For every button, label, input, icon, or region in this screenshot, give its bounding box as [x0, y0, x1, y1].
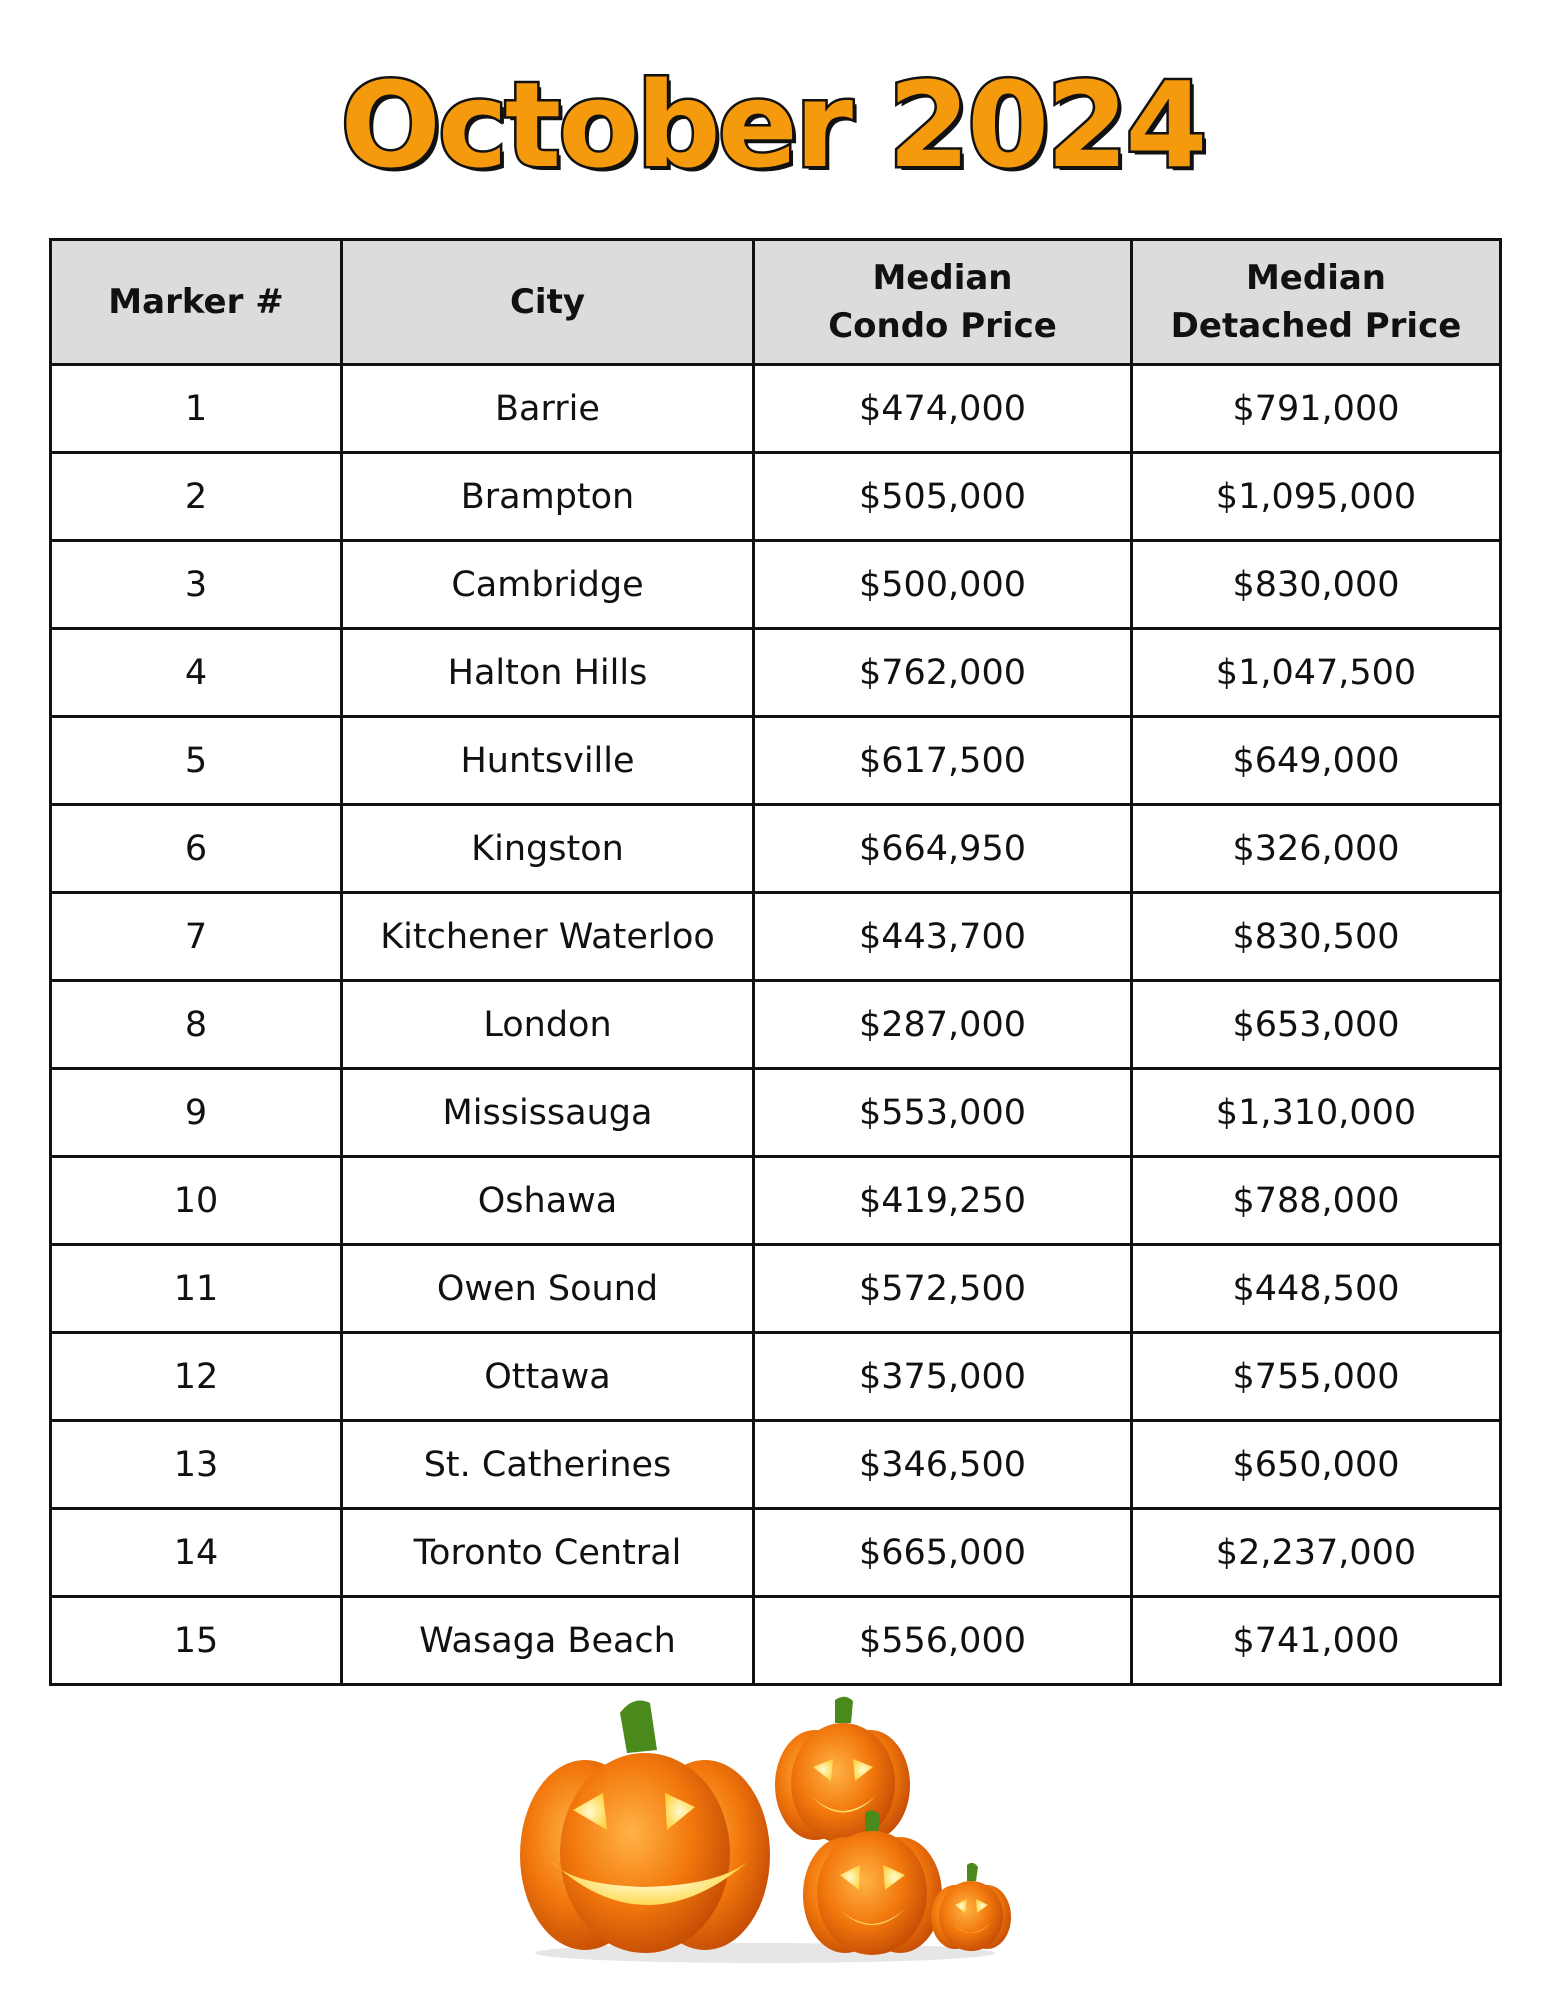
detached-price-cell: $791,000	[1132, 365, 1501, 453]
detached-price-cell: $653,000	[1132, 981, 1501, 1069]
table-row	[51, 1069, 1501, 1157]
header-city	[342, 240, 754, 365]
marker-cell: 14	[51, 1509, 342, 1597]
city-cell: Barrie	[342, 365, 754, 453]
table-row	[51, 893, 1501, 981]
marker-cell: 10	[51, 1157, 342, 1245]
table-row	[51, 1597, 1501, 1685]
detached-price-cell: $741,000	[1132, 1597, 1501, 1685]
marker-cell: 2	[51, 453, 342, 541]
header-condo-price	[754, 240, 1132, 365]
condo-price-cell: $419,250	[754, 1157, 1132, 1245]
header-condo-line2: Condo Price	[828, 306, 1057, 346]
marker-cell: 9	[51, 1069, 342, 1157]
city-cell: Huntsville	[342, 717, 754, 805]
header-detached-line1: Median	[1245, 258, 1387, 298]
detached-price-cell: $755,000	[1132, 1333, 1501, 1421]
detached-price-cell: $326,000	[1132, 805, 1501, 893]
jack-o-lantern-pumpkins-icon	[515, 1695, 1035, 1965]
city-cell: Brampton	[342, 453, 754, 541]
detached-price-cell: $830,000	[1132, 541, 1501, 629]
marker-cell: 3	[51, 541, 342, 629]
condo-price-cell: $287,000	[754, 981, 1132, 1069]
city-cell: London	[342, 981, 754, 1069]
page-title: October 2024	[340, 56, 1205, 194]
table-row	[51, 981, 1501, 1069]
table-row	[51, 629, 1501, 717]
table-row	[51, 805, 1501, 893]
table-row	[51, 453, 1501, 541]
detached-price-cell: $2,237,000	[1132, 1509, 1501, 1597]
condo-price-cell: $474,000	[754, 365, 1132, 453]
marker-cell: 6	[51, 805, 342, 893]
city-cell: St. Catherines	[342, 1421, 754, 1509]
marker-cell: 13	[51, 1421, 342, 1509]
price-table	[49, 238, 1502, 1686]
table-row	[51, 541, 1501, 629]
detached-price-cell: $788,000	[1132, 1157, 1501, 1245]
header-marker-label: Marker #	[108, 282, 284, 322]
condo-price-cell: $664,950	[754, 805, 1132, 893]
header-detached-price	[1132, 240, 1501, 365]
marker-cell: 5	[51, 717, 342, 805]
city-cell: Mississauga	[342, 1069, 754, 1157]
detached-price-cell: $649,000	[1132, 717, 1501, 805]
marker-cell: 15	[51, 1597, 342, 1685]
header-city-label: City	[509, 282, 586, 322]
table-row	[51, 365, 1501, 453]
city-cell: Halton Hills	[342, 629, 754, 717]
table-row	[51, 1421, 1501, 1509]
detached-price-cell: $650,000	[1132, 1421, 1501, 1509]
table-row	[51, 1157, 1501, 1245]
condo-price-cell: $762,000	[754, 629, 1132, 717]
city-cell: Kingston	[342, 805, 754, 893]
condo-price-cell: $553,000	[754, 1069, 1132, 1157]
condo-price-cell: $443,700	[754, 893, 1132, 981]
marker-cell: 8	[51, 981, 342, 1069]
marker-cell: 7	[51, 893, 342, 981]
city-cell: Ottawa	[342, 1333, 754, 1421]
condo-price-cell: $556,000	[754, 1597, 1132, 1685]
city-cell: Owen Sound	[342, 1245, 754, 1333]
condo-price-cell: $505,000	[754, 453, 1132, 541]
detached-price-cell: $1,047,500	[1132, 629, 1501, 717]
detached-price-cell: $830,500	[1132, 893, 1501, 981]
detached-price-cell: $448,500	[1132, 1245, 1501, 1333]
condo-price-cell: $617,500	[754, 717, 1132, 805]
city-cell: Cambridge	[342, 541, 754, 629]
city-cell: Oshawa	[342, 1157, 754, 1245]
detached-price-cell: $1,095,000	[1132, 453, 1501, 541]
city-cell: Wasaga Beach	[342, 1597, 754, 1685]
detached-price-cell: $1,310,000	[1132, 1069, 1501, 1157]
marker-cell: 4	[51, 629, 342, 717]
table-row	[51, 717, 1501, 805]
condo-price-cell: $375,000	[754, 1333, 1132, 1421]
header-detached-line2: Detached Price	[1170, 306, 1462, 346]
marker-cell: 11	[51, 1245, 342, 1333]
table-row	[51, 1509, 1501, 1597]
table-row	[51, 1245, 1501, 1333]
marker-cell: 12	[51, 1333, 342, 1421]
city-cell: Kitchener Waterloo	[342, 893, 754, 981]
table-header-row	[51, 240, 1501, 365]
condo-price-cell: $665,000	[754, 1509, 1132, 1597]
table-row	[51, 1333, 1501, 1421]
condo-price-cell: $346,500	[754, 1421, 1132, 1509]
city-cell: Toronto Central	[342, 1509, 754, 1597]
header-condo-line1: Median	[872, 258, 1013, 298]
condo-price-cell: $500,000	[754, 541, 1132, 629]
header-marker	[51, 240, 342, 365]
condo-price-cell: $572,500	[754, 1245, 1132, 1333]
marker-cell: 1	[51, 365, 342, 453]
